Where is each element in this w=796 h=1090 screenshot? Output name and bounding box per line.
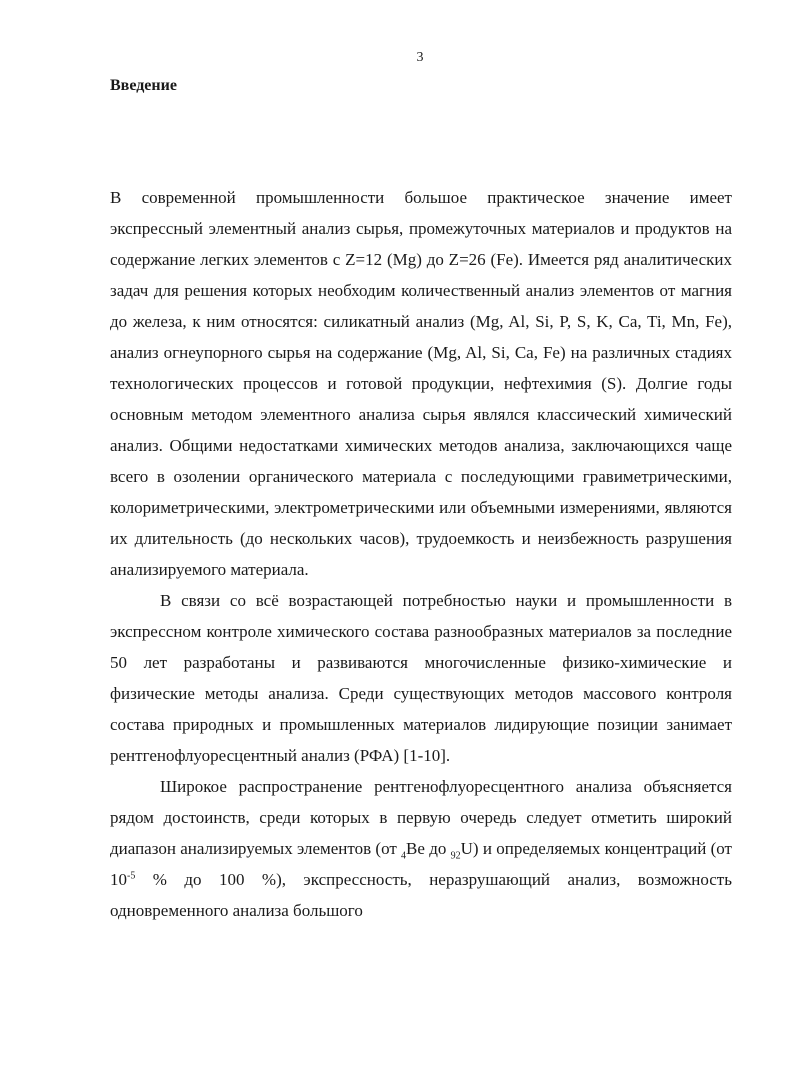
paragraph-3-text-a: Широкое распространение рентгенофлуоресцентного анализа объясняется рядом достоинств, среди которых в первую очередь следует отметить широкий диапазон анализируемых элементов (от bbox=[110, 777, 732, 858]
subscript-be: 4 bbox=[401, 850, 407, 862]
superscript-exponent: -5 bbox=[127, 870, 136, 882]
section-heading: Введение bbox=[110, 77, 177, 94]
paragraph-3-text-c: U) и определяемых концентраций (от 10 bbox=[110, 839, 732, 889]
paragraph-3-text-b: Be до bbox=[406, 839, 451, 858]
paragraph-2: В связи со всё возрастающей потребностью науки и промышленности в экспрессном контроле химического состава разнообразных материалов за последние 50 лет разработаны и развиваются многочисленные физико-химические и физические методы анализа. Среди существующих методов массового контроля состава природных и промышленных материалов лидирующие позиции занимает рентгенофлуоресцентный анализ (РФА) [1-10]. bbox=[110, 591, 732, 765]
page-number: 3 bbox=[416, 50, 424, 65]
paragraph-1: В современной промышленности большое практическое значение имеет экспрессный элементный анализ сырья, промежуточных материалов и продуктов на содержание легких элементов с Z=12 (Mg) до Z=26 (Fe). Имеется ряд аналитических задач для решения которых необходим количественный анализ элементов от магния до железа, к ним относятся: силикатный анализ (Mg, Al, Si, P, S, K, Ca, Ti, Mn, Fe), анализ огнеупорного сырья на содержание (Mg, Al, Si, Ca, Fe) на различных стадиях технологических процессов и готовой продукции, нефтехимия (S). Долгие годы основным методом элементного анализа сырья являлся классический химический анализ. Общими недостатками химических методов анализа, заключающихся чаще всего в озолении органического материала с последующими гравиметрическими, колориметрическими, электрометрическими или объемными измерениями, являются их длительность (до нескольких часов), трудоемкость и неизбежность разрушения анализируемого материала. bbox=[110, 188, 732, 579]
body-text bbox=[110, 182, 732, 926]
subscript-u: 92 bbox=[450, 850, 461, 862]
paragraph-3-text-d: % до 100 %), экспрессность, неразрушающий анализ, возможность одновременного анализа большого bbox=[110, 870, 732, 920]
paragraph-3 bbox=[110, 771, 732, 926]
